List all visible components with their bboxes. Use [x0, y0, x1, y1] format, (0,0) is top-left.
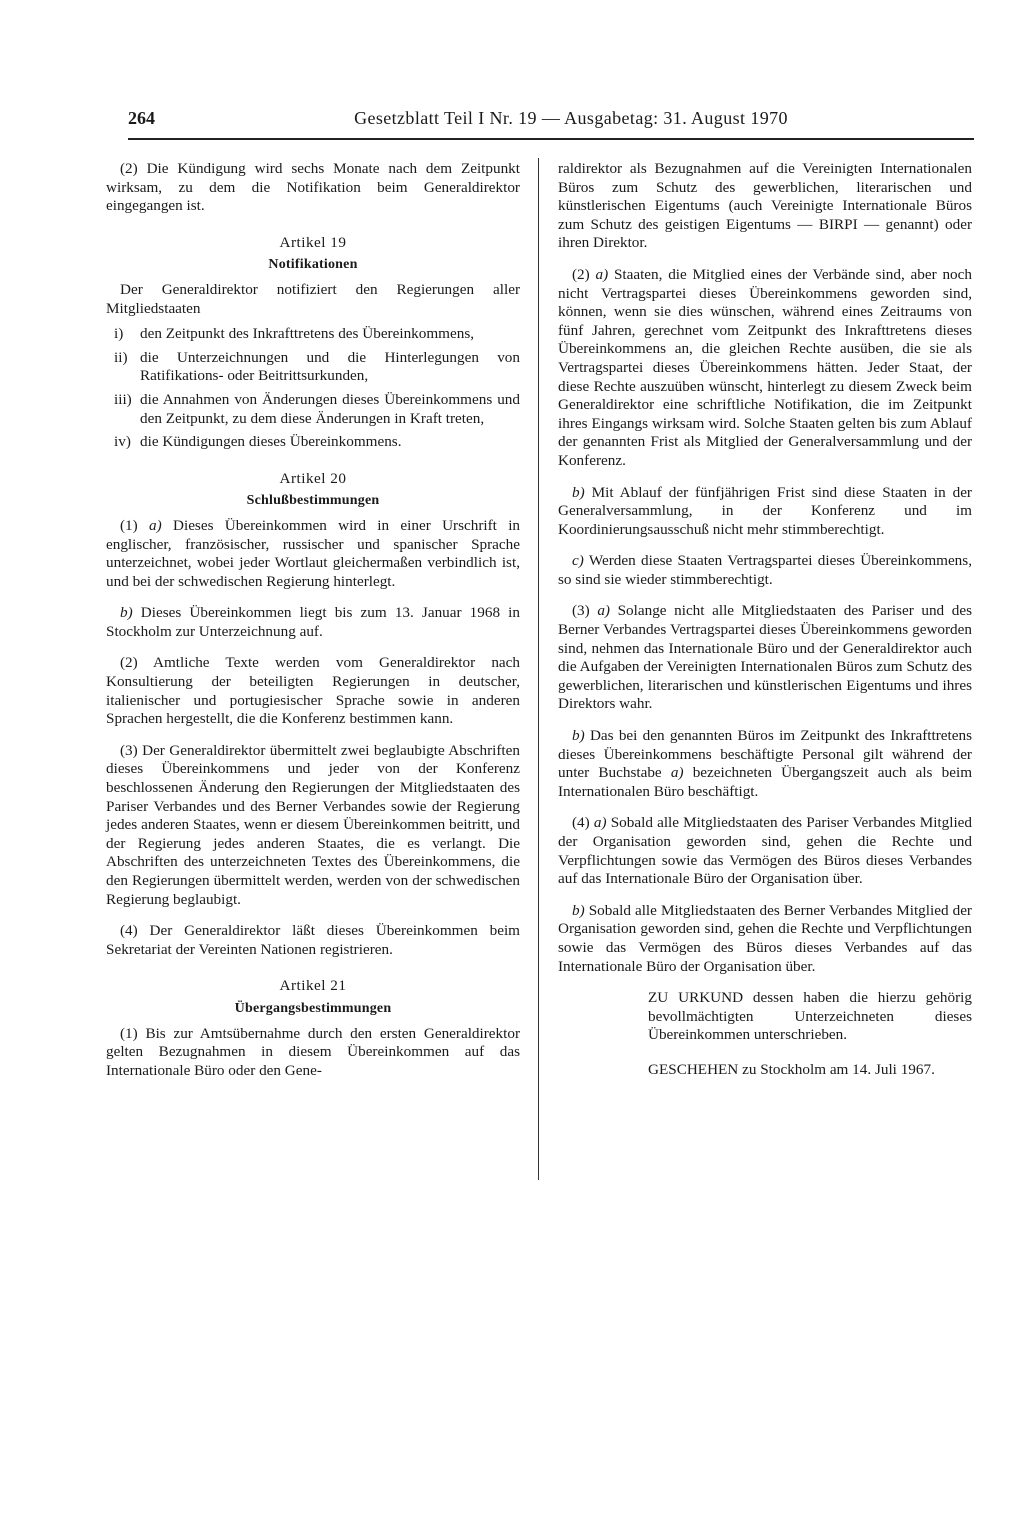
paragraph-2a: [558, 266, 972, 471]
paragraph-kuendigung: (2) Die Kündigung wird sechs Monate nach dem Zeitpunkt wirksam, zu dem die Notifikation beim Generaldirektor eingegangen ist.: [106, 160, 520, 215]
list-marker: ii): [114, 348, 128, 366]
paragraph-4b: [558, 902, 972, 976]
column-divider: [538, 158, 539, 1180]
list-text: die Unterzeichnungen und die Hinterlegungen von Ratifikations- oder Beitrittsurkunden,: [140, 348, 520, 385]
list-text: die Annahmen von Änderungen dieses Übereinkommens und den Zeitpunkt, zu dem diese Änderungen in Kraft treten,: [140, 390, 520, 427]
letter-marker: b): [572, 483, 585, 501]
article-20-paragraph-3: (3) Der Generaldirektor übermittelt zwei beglaubigte Abschriften dieses Übereinkommens und jeder von der Konferenz beschlossenen Änderung den Regierungen der Mitgliedstaaten des Pariser Verbandes und des Berner Verbandes sowie der Regierung jedes anderen Staates, wenn er diesem Übereinkommen beitritt, und der Regierung jedes anderen Staates, die es verlangt. Die Abschriften des unterzeichneten Textes des Übereinkommens, die den Regierungen übermittelt werden, werden von der schwedischen Regierung beglaubigt.: [106, 741, 520, 908]
paragraph-2c: [558, 552, 972, 589]
paragraph-4a: [558, 814, 972, 888]
paragraph-text: Sobald alle Mitgliedstaaten des Pariser Verbandes Mitglied der Organisation geworden sind, gehen die Rechte und Verpflichtungen sowie das Vermögen des Büros dieses Verbandes auf das Internationale Büro der Organisation über.: [558, 814, 973, 888]
paragraph-text: Dieses Übereinkommen wird in einer Urschrift in englischer, französischer, russischer und spanischer Sprache unterzeichnet, wobei jeder Wortlaut gleichermaßen verbindlich ist, und bei der schwedischen Regierung hinterlegt.: [106, 516, 521, 590]
letter-marker: a): [593, 814, 607, 832]
paragraph-2b: [558, 484, 972, 540]
article-20-paragraph-1a: [106, 517, 520, 591]
article-19-heading: Notifikationen: [268, 257, 358, 273]
article-19-title: Artikel 19: [279, 233, 347, 251]
paragraph-text: Das bei den genannten Büros im Zeitpunkt des Inkrafttretens dieses Übereinkommens beschäftigte Personal gilt während der unter Buchstabe: [558, 727, 973, 782]
list-marker: iv): [114, 433, 131, 451]
paragraph-number: (2): [572, 265, 590, 283]
header-title: Gesetzblatt Teil I Nr. 19 — Ausgabetag: 31. August 1970: [354, 108, 788, 128]
article-21-paragraph-1: (1) Bis zur Amtsübernahme durch den ersten Generaldirektor gelten Bezugnahmen in diesem Übereinkommen auf das Internationale Büro oder den Gene-: [106, 1024, 520, 1079]
page-number: 264: [128, 108, 155, 128]
page-header: [128, 106, 974, 140]
done-at-clause: GESCHEHEN zu Stockholm am 14. Juli 1967.: [648, 1060, 935, 1078]
continued-paragraph: raldirektor als Bezugnahmen auf die Vereinigten Internationalen Büros zum Schutz des gewerblichen, literarischen und künstlerischen Eigentums (auch Vereinigte Internationale Büros zum Schutz des geistigen Eigentums — BIRPI — genannt) oder ihren Direktor.: [558, 160, 972, 252]
paragraph-3b: [558, 727, 972, 801]
paragraph-text: Dieses Übereinkommen liegt bis zum 13. Januar 1968 in Stockholm zur Unterzeichnung auf.: [106, 604, 520, 640]
paragraph-text: Mit Ablauf der fünfjährigen Frist sind diese Staaten in der Generalversammlung, in der Konferenz und im Koordinierungsausschuß nicht mehr stimmberechtigt.: [558, 483, 972, 538]
letter-marker: b): [572, 727, 585, 745]
signature-clause: ZU URKUND dessen haben die hierzu gehörig bevollmächtigten Unterzeichneten dieses Übereinkommen unterschrieben.: [648, 989, 972, 1044]
letter-marker: a): [595, 265, 609, 283]
list-item: [106, 391, 520, 428]
article-20-paragraph-4: (4) Der Generaldirektor läßt dieses Übereinkommen beim Sekretariat der Vereinten Nationen registrieren.: [106, 922, 520, 958]
list-item: [106, 349, 520, 386]
letter-reference: a): [670, 764, 684, 782]
list-marker: i): [114, 325, 124, 343]
article-20-title: Artikel 20: [279, 469, 347, 487]
letter-marker: a): [149, 516, 162, 534]
paragraph-number: (1): [120, 516, 138, 534]
paragraph-text: Sobald alle Mitgliedstaaten des Berner Verbandes Mitglied der Organisation geworden sind, gehen die Rechte und Verpflichtungen sowie das Vermögen des Büros dieses Verbandes auf das Internationale Büro der Organisation über.: [558, 901, 972, 975]
article-20-paragraph-2: (2) Amtliche Texte werden vom Generaldirektor nach Konsultierung der beteiligten Regierungen in deutscher, italienischer und portugiesischer Sprache sowie in anderen Sprachen hergestellt, die die Konferenz bestimmen kann.: [106, 654, 520, 728]
article-19-intro: Der Generaldirektor notifiziert den Regierungen aller Mitgliedstaaten: [106, 280, 520, 317]
letter-marker: b): [572, 901, 585, 919]
article-20-heading: Schlußbestimmungen: [246, 493, 380, 509]
article-20-paragraph-1b: [106, 604, 520, 641]
right-column: [558, 160, 972, 1080]
article-21-heading: Übergangsbestimmungen: [234, 1000, 392, 1016]
letter-marker: b): [120, 604, 133, 622]
paragraph-text: bezeichneten Übergangszeit auch als beim Internationalen Büro beschäftigt.: [558, 764, 973, 800]
list-item: [106, 325, 520, 344]
paragraph-text: Solange nicht alle Mitgliedstaaten des Pariser und des Berner Verbandes Vertragspartei dieses Übereinkommens geworden sind, nehmen das Internationale Büro und der Generaldirektor auch die Aufgaben der Vereinigten Internationalen Büros zum Schutz des gewerblichen, literarischen und künstlerischen Eigentums und ihres Direktors wahr.: [558, 602, 972, 713]
list-item: [106, 433, 520, 452]
letter-marker: c): [572, 552, 584, 570]
paragraph-text: Staaten, die Mitglied eines der Verbände sind, aber noch nicht Vertragspartei dieses Übereinkommens geworden sind, können, wenn sie dies wünschen, während eines Zeitraums von fünf Jahren, gerechnet vom Zeitpunkt des Inkrafttretens dieses Übereinkommens an, die gleichen Rechte ausüben, die sie als Vertragspartei dieses Übereinkommens hätten. Jeder Staat, der diese Rechte auszuüben wünscht, hinterlegt zu diesem Zweck beim Generaldirektor eine schriftliche Notifikation, die im Zeitpunkt ihres Eingangs wirksam wird. Solche Staaten gelten bis zum Ablauf der genannten Frist als Mitglied der Generalversammlung und der Konferenz.: [558, 265, 972, 469]
list-text: den Zeitpunkt des Inkrafttretens des Übereinkommens,: [140, 325, 475, 343]
paragraph-number: (4): [572, 814, 590, 832]
paragraph-text: Werden diese Staaten Vertragspartei dieses Übereinkommens, so sind sie wieder stimmberechtigt.: [558, 552, 972, 588]
paragraph-3a: [558, 602, 972, 714]
left-column: [106, 160, 520, 1093]
list-marker: iii): [114, 390, 132, 408]
article-21-title: Artikel 21: [279, 977, 347, 995]
letter-marker: a): [597, 602, 610, 620]
list-text: die Kündigungen dieses Übereinkommens.: [140, 433, 402, 451]
paragraph-number: (3): [572, 602, 590, 620]
